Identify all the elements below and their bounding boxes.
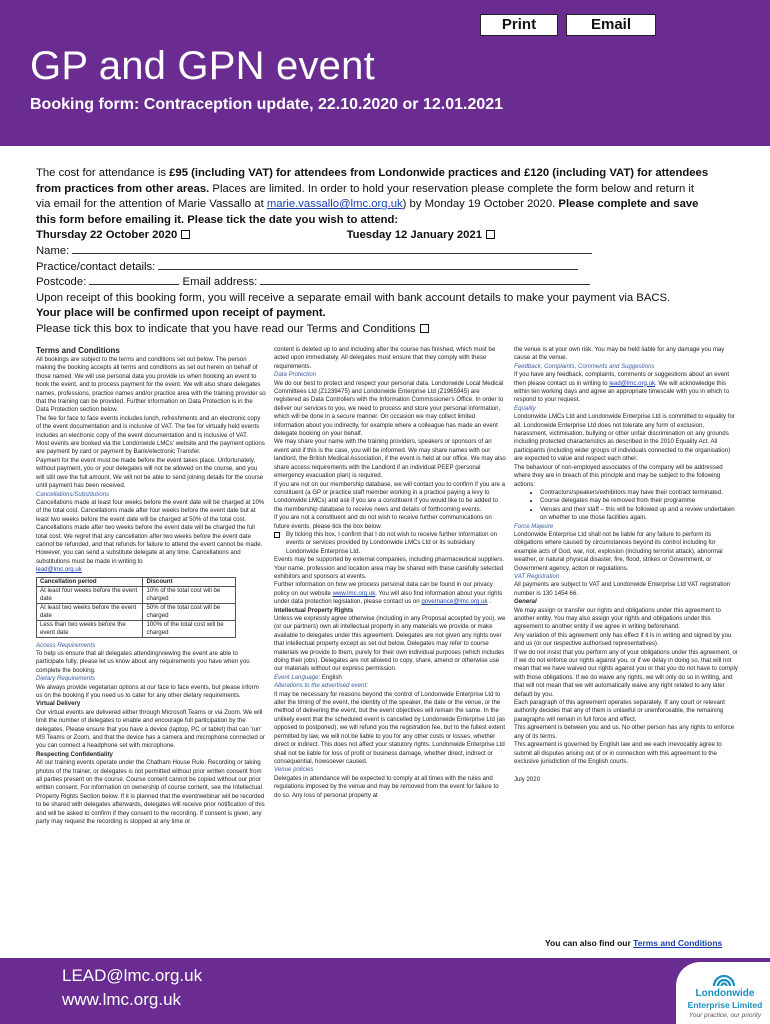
table-row bbox=[37, 620, 236, 637]
terms-paragraph: Events may be supported by external companies, including pharmaceutical suppliers. Your name, profession and location area may be shared with these carefully selected exhibitors and sponsors at events. bbox=[274, 556, 504, 580]
cancellation-table bbox=[36, 577, 236, 638]
terms-paragraph: If you are not on our membership database, we will contact you to confirm if you are a constituent (a GP or practice staff member working in a practice paying a levy to Londonwide LMCs) and ask if you are a constituent if you would like to be added to the membership database to receive news and details of forthcoming events. bbox=[274, 480, 506, 513]
section-heading: Cancellations/Substitutions bbox=[36, 490, 110, 498]
print-button[interactable]: Print bbox=[480, 14, 558, 36]
terms-paragraph: The behaviour of non-employed associates of the company will be addressed where they are in breach of this principle and may be subject to the following actions: bbox=[514, 463, 723, 488]
terms-conditions-link[interactable]: Terms and Conditions bbox=[633, 938, 723, 948]
email-address-label: Email address: bbox=[182, 276, 258, 289]
section-heading: Intellectual Property Rights bbox=[274, 606, 354, 614]
terms-column-2 bbox=[274, 346, 506, 956]
terms-paragraph: content is deleted up to and including after the course has finished, which must be acted upon immediately. All delegates must ensure that they comply with these requirements. bbox=[274, 346, 496, 370]
email-address-field[interactable] bbox=[260, 275, 590, 285]
table-row bbox=[37, 586, 236, 603]
terms-paragraph: This agreement is between you and us. No other person has any rights to enforce any of its terms. bbox=[514, 724, 735, 740]
intro-line-1 bbox=[36, 166, 736, 182]
section-heading: Data Protection bbox=[274, 371, 317, 379]
confirmation-bold: Your place will be confirmed upon receipt of payment. bbox=[36, 307, 326, 320]
terms-column-1 bbox=[36, 346, 266, 956]
terms-paragraph: Londonwide Enterprise Ltd shall not be liable for any failure to perform its obligations where caused by circumstances beyond its control including for example acts of God, war, riot, explosion (including terrorist attack), abnormal weather, or natural physical disaster, fire, flood, strikes or Government, or Government agency, action or regulations. bbox=[514, 530, 723, 572]
governance-email-link[interactable]: governance@lmc.org.uk bbox=[421, 598, 488, 606]
terms-paragraph: We always provide vegetarian options at our face to face events, but please inform us on the booking if you need us to cater for any other dietary requirements. bbox=[36, 683, 259, 699]
intro-text: The cost for attendance is bbox=[36, 167, 170, 179]
email-button[interactable]: Email bbox=[566, 14, 656, 36]
booking-intro bbox=[36, 166, 736, 338]
list-item: • Venues and their staff – this will be followed up and a review undertaken on whether to use those facilities again. bbox=[540, 506, 738, 523]
logo-tagline: Your practice, our priority bbox=[688, 1012, 762, 1019]
feedback-text: If you have any feedback, complaints, comments or suggestions about an event then please contact us in writing to bbox=[514, 371, 730, 387]
table-cell: At least two weeks before the event date bbox=[37, 603, 143, 620]
terms-link-note bbox=[545, 938, 722, 948]
postcode-field[interactable] bbox=[89, 275, 179, 285]
section-heading: Virtual Delivery bbox=[36, 700, 81, 708]
intro-price: £95 (including VAT) for attendees from Londonwide practices and £120 (including VAT) for attendees bbox=[169, 167, 709, 179]
terms-paragraph: Payment for the event must be made before the event takes place. Unfortunately, without payment, you or your delegates will not be allowed on the course, and you will still owe the full amount. We will not be able to send joining details for the course until payment has been received. bbox=[36, 456, 264, 490]
intro-line-2 bbox=[36, 182, 736, 198]
terms-paragraph: We may assign or transfer our rights and obligations under this agreement to another entity. You may also assign your rights and obligations under this agreement to another entity if we agree in writing beforehand. bbox=[514, 606, 721, 631]
terms-paragraph: It may be necessary for reasons beyond the control of Londonwide Enterprise Ltd to alter the timing of the event, the identity of the speaker, the date or the venue, or the method of delivering the event, but the event objectives will remain the same. In the unlikely event that the scheduled event is cancelled by Londonwide Enterprise Ltd (as opposed to postponed), we will refund you the registration fee, but to the fullest extent permitted by law, we will not be liable to you for any other costs or losses, whether direct or indirect. This does not affect your statutory rights. Londonwide Enterprise Ltd shall not be liable for loss of profit or business damage, whether direct, indirect or consequential, howsoever caused. bbox=[274, 690, 506, 765]
opt-out-checkbox[interactable] bbox=[274, 532, 280, 538]
table-cell: 100% of the total cost will be charged bbox=[143, 620, 236, 637]
terms-tick-label: Please tick this box to indicate that you have read our Terms and Conditions bbox=[36, 322, 416, 335]
website-link[interactable]: www.lmc.org.uk bbox=[332, 589, 376, 597]
terms-paragraph: This agreement is governed by English law and we each irrevocably agree to submit all disputes arising out of or in connection with this agreement to the exclusive jurisdiction of the English courts. bbox=[514, 741, 722, 765]
company-logo bbox=[676, 962, 770, 1024]
terms-paragraph: Each paragraph of this agreement operates separately. If any court or relevant authority decides that any of them is unlawful or unenforceable, the remaining paragraphs will remain in full force and effect. bbox=[514, 699, 725, 723]
page-subtitle: Booking form: Contraception update, 22.10.2020 or 12.01.2021 bbox=[30, 96, 504, 113]
terms-paragraph: the venue is at your own risk. You may be held liable for any damage you may cause at the venue. bbox=[514, 346, 725, 362]
section-heading: Equality bbox=[514, 404, 536, 412]
privacy-paragraph: Further information on how we process personal data can be found in our privacy policy on our website www.lmc.org.uk. You will also find information about your rights under data protection legislation, please contact us on governance@lmc.org.uk . bbox=[274, 581, 503, 606]
list-item: • Contractors/speakers/exhibitors may have their contract terminated. bbox=[540, 489, 738, 497]
table-header: Discount bbox=[143, 577, 236, 586]
document-date: July 2020 bbox=[514, 776, 541, 784]
intro-line-3 bbox=[36, 197, 736, 213]
logo-name: Londonwide bbox=[695, 988, 755, 999]
footer-banner bbox=[0, 958, 770, 1024]
terms-paragraph: Delegates in attendance will be expected to comply at all times with the rules and regulations imposed by the venue and may be removed from the event for failure to do so. Any loss of personal property at bbox=[274, 774, 499, 799]
table-cell: 10% of the total cost will be charged bbox=[143, 586, 236, 603]
table-header-row bbox=[37, 577, 236, 586]
intro-text-places: Places are limited. In order to hold your reservation please complete the form below and return it bbox=[209, 182, 695, 195]
terms-paragraph: We do our best to protect and respect your personal data. Londonwide Local Medical Committees Ltd (Z1239475) and Londonwide Enterprise Ltd (Z1965945) are registered as Data Controllers with the Information Commissioner's Office. In order to deliver our services to you, we need to process and store your personal information, which will be done in a secure manner. On occasion we may collect limited information about you indirectly, for example where a colleague has made an event delegate booking on your behalf. bbox=[274, 379, 504, 438]
logo-subname: Enterprise Limited bbox=[687, 1000, 763, 1010]
date-option-1-label: Thursday 22 October 2020 bbox=[36, 229, 178, 242]
terms-checkbox[interactable] bbox=[420, 324, 429, 333]
table-cell: 50% of the total cost will be charged bbox=[143, 603, 236, 620]
section-heading: Feedback, Complaints, Comments and Suggestions bbox=[514, 362, 655, 370]
feedback-paragraph bbox=[514, 371, 738, 405]
confirmation-text bbox=[36, 306, 736, 322]
date-option-1-checkbox[interactable] bbox=[181, 230, 190, 239]
name-row bbox=[36, 244, 736, 260]
intro-other-areas: from practices from other areas. bbox=[36, 182, 210, 195]
terms-link-text: You can also find our bbox=[545, 938, 634, 948]
terms-paragraph: Any variation of this agreement only has effect if it is in writing and signed by you and us (or our respective authorised representatives). bbox=[514, 631, 732, 648]
section-heading: Alterations to the advertised event: bbox=[274, 682, 368, 690]
terms-paragraph: We may share your name with the training providers, speakers or sponsors of an event and if this is the case, you will be informed. We may share names with our landlord, the British Medical Association, if the event is held at our office. We may also share access requirements with the Landlord if an individual PEEP (personal emergency evacuation plan) is required. bbox=[274, 438, 506, 480]
terms-paragraph: If you are not a constituent and do not wish to receive further communications on future events, please tick the box below. bbox=[274, 514, 492, 530]
footer-website[interactable]: www.lmc.org.uk bbox=[62, 990, 182, 1009]
terms-paragraph: All bookings are subject to the terms and conditions set out below. The person making the booking accepts all terms and conditions as set out herein on behalf of those named. We will use personal data you provide us when booking an event to book the event, and to process payment for the event. We will also share delegates names, professions, practice names and/or practice area with the training provider so that the training can be provided. Further information on Data Protection is in the Data Protection section below. bbox=[36, 356, 266, 414]
opt-out-row bbox=[274, 531, 506, 556]
table-header: Cancellation period bbox=[37, 577, 143, 586]
date-option-2-checkbox[interactable] bbox=[486, 230, 495, 239]
feedback-email-link[interactable]: lead@lmc.org.uk bbox=[609, 379, 656, 387]
list-item: • Course delegates may be removed from their programme bbox=[540, 497, 738, 505]
section-heading: Dietary Requirements bbox=[36, 675, 95, 683]
section-heading: Access Requirements bbox=[36, 641, 96, 649]
terms-paragraph: Cancellations made at least four weeks before the event date will be charged at 10% of the total cost. Cancellations made after four weeks before the event date but at least two weeks before the event date will be charged at 50% of the total cost. Cancellations made after two weeks before the event date will be charged the full total cost. We regret that any cancellation after two weeks before the event date cannot be refunded, and that refunds for failure to attend the event cannot be made. However, you can send a substitute delegate at any time. Cancellations and substitutions must be made in writing to bbox=[36, 498, 265, 565]
arches-logo-icon bbox=[711, 968, 737, 988]
privacy-text-rights: . You will also find information about your rights under data protection legislation, please contact us on bbox=[274, 589, 503, 606]
name-field[interactable] bbox=[72, 244, 592, 254]
intro-save-note: Please complete and save bbox=[558, 198, 699, 211]
section-heading: Respecting Confidentiality bbox=[36, 750, 113, 758]
receipt-text: Upon receipt of this booking form, you will receive a separate email with bank account details to make your payment via BACS. bbox=[36, 291, 671, 304]
footer-email[interactable]: LEAD@lmc.org.uk bbox=[62, 966, 203, 985]
actions-list bbox=[540, 489, 738, 523]
section-heading: Force Majeure bbox=[514, 522, 554, 530]
page-title: GP and GPN event bbox=[30, 44, 375, 88]
section-heading: Venue policies bbox=[274, 766, 314, 774]
terms-paragraph: If we do not insist that you perform any of your obligations under this agreement, or if we do not enforce our rights against you, or if we delay in doing so, that will not mean that we have waived our rights against you or that you do not have to comply with those obligations. If we do waive any rights, we will only do so in writing, and that will not mean that we will automatically waive any right related to any later default by you. bbox=[514, 648, 738, 698]
lead-email-link[interactable]: lead@lmc.org.uk bbox=[36, 566, 82, 574]
intro-tick-instruction: this form before emailing it. Please tick the date you wish to attend: bbox=[36, 213, 399, 226]
terms-paragraph: All payments are subject to VAT and Londonwide Enterprise Ltd VAT registration number is 130 1454 66. bbox=[514, 581, 731, 597]
date-option-2-label: Tuesday 12 January 2021 bbox=[346, 229, 482, 242]
table-cell: Less than two weeks before the event date bbox=[37, 620, 143, 637]
date-options bbox=[36, 228, 736, 244]
terms-paragraph: Our virtual events are delivered either through Microsoft Teams or via Zoom. We will limit the number of delegates to enable and encourage full participation by the delegates. Please ensure that you have a device (laptop, PC or tablet) that can 'run' MS Teams or Zoom, and that the device has a camera and microphone connected or you can connect a headphone set with microphone. bbox=[36, 708, 265, 750]
practice-field[interactable] bbox=[158, 260, 578, 270]
terms-heading: Terms and Conditions bbox=[36, 346, 120, 355]
section-heading: General bbox=[514, 598, 537, 606]
terms-paragraph: The fee for face to face events includes lunch, refreshments and an electronic copy of the event documentation and is inclusive of VAT. The fee for virtually held events includes an electronic copy of the event documentation and is inclusive of VAT. bbox=[36, 414, 261, 439]
language-label: Event Language bbox=[274, 673, 319, 681]
header-banner bbox=[0, 0, 770, 146]
table-row bbox=[37, 603, 236, 620]
contact-email-link[interactable]: marie.vassallo@lmc.org.uk bbox=[266, 198, 403, 211]
terms-paragraph: To help us ensure that all delegates attending/viewing the event are able to participate fully, please let us know about any requirements you have when you complete the booking. bbox=[36, 649, 250, 674]
terms-columns bbox=[36, 346, 736, 956]
feedback-text-ack: . We will acknowledge this within ten working days and agree an appropriate timescale with you in which to respond to your request. bbox=[514, 379, 730, 404]
practice-label: Practice/contact details: bbox=[36, 260, 156, 273]
postcode-label: Postcode: bbox=[36, 276, 87, 289]
terms-column-3 bbox=[514, 346, 738, 956]
privacy-text: Further information on how we process personal data can be found in our privacy policy on our website bbox=[274, 581, 493, 597]
postcode-row bbox=[36, 275, 736, 291]
intro-line-4 bbox=[36, 213, 736, 229]
event-language bbox=[274, 674, 506, 682]
language-value: : English bbox=[318, 673, 342, 681]
opt-out-label: By ticking this box, I confirm that I do not wish to receive further information on events or services provided by Londonwide LMCs Ltd or its subsidiary Londonwide Enterprise Ltd. bbox=[286, 530, 498, 555]
terms-paragraph: Most events are booked via the Londonwide LMCs' website and the payment options are payment by card or payment by Bank/electronic Transfer. bbox=[36, 440, 265, 456]
terms-paragraph: Londonwide LMCs Ltd and Londonwide Enterprise Ltd is committed to equality for all. Londonwide Enterprise Ltd does not tolerate any form of exclusion, harassment, victimisation, bullying or other unfair discrimination on any grounds including protected characteristics as described in the 2010 Equality Act. All participants (including wider groups of individuals connected to the organisation) are expected to value and respect each other. bbox=[514, 413, 735, 463]
name-label: Name: bbox=[36, 244, 70, 257]
intro-deadline: ) by Monday 19 October 2020. bbox=[402, 198, 559, 211]
section-heading: VAT Registration bbox=[514, 572, 560, 580]
intro-attention: via email for the attention of Marie Vassallo at bbox=[36, 198, 267, 211]
terms-tick-row bbox=[36, 322, 736, 338]
table-cell: At least four weeks before the event date bbox=[37, 586, 143, 603]
terms-paragraph: Unless we expressly agree otherwise (including in any Proposal accepted by you), we (or our partners) own all intellectual property in any materials we provide or make available to delegates under this agreement. Delegates are not given any rights over that intellectual property except as set out below. Delegates may refer to course materials we provide to them, purely for their own individual purposes (which includes doing their jobs). Delegates are not allowed to copy, share, amend or otherwise use our materials without our express permission. bbox=[274, 615, 506, 673]
practice-row bbox=[36, 260, 736, 276]
terms-paragraph: All our training events operate under the Chatham House Rule. Recording or taking photos of the trainer, or delegates is not permitted without prior written consent from all parties present on the course. Course content cannot be copied without our prior written consent. For information on ownership of course content, see the Intellectual Property Rights Section below. If it is planned that the event/webinar will be recorded to be shared with delegates afterwards, delegates will receive prior notification of this and will be asked to confirm if they consent to the recording. If consent is given, any party may request the recording is stopped at any time or bbox=[36, 759, 265, 826]
